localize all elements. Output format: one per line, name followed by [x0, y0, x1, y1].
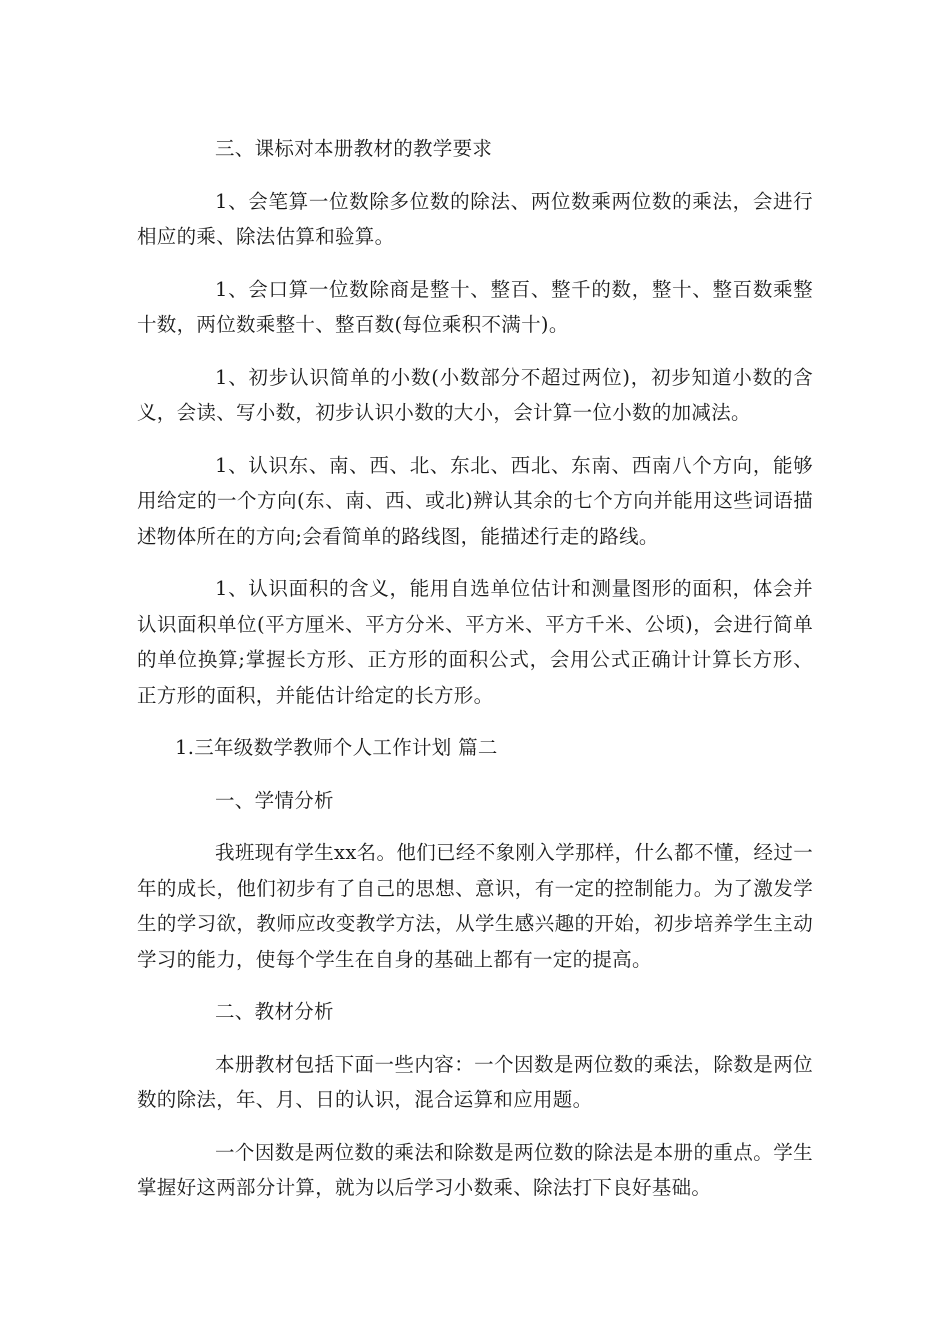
requirement-written-calc: 1、会笔算一位数除多位数的除法、两位数乘两位数的乘法，会进行相应的乘、除法估算和验算。: [137, 189, 813, 248]
requirement-area: 1、认识面积的含义，能用自选单位估计和测量图形的面积，体会并认识面积单位(平方厘米、平方分米、平方米、平方千米、公顷)，会进行简单的单位换算;掌握长方形、正方形的面积公式，会用公式正确计计算长方形、正方形的面积，并能估计给定的长方形。: [137, 577, 813, 707]
section-heading-requirements: 三、课标对本册教材的教学要求: [215, 137, 493, 160]
section-heading-textbook-analysis: 二、教材分析: [215, 1000, 334, 1023]
requirement-decimals: 1、初步认识简单的小数(小数部分不超过两位)，初步知道小数的含义，会读、写小数，初步认识小数的大小，会计算一位小数的加减法。: [137, 365, 813, 424]
requirement-oral-calc: 1、会口算一位数除商是整十、整百、整千的数，整十、整百数乘整十数，两位数乘整十、整百数(每位乘积不满十)。: [137, 277, 813, 336]
student-analysis-body: 我班现有学生xx名。他们已经不象刚入学那样，什么都不懂，经过一年的成长，他们初步有了自己的思想、意识，有一定的控制能力。为了激发学生的学习欲，教师应改变教学方法，从学生感兴趣的开始，初步培养学生主动学习的能力，使每个学生在自身的基础上都有一定的提高。: [137, 841, 813, 971]
document-body: [137, 131, 813, 1223]
textbook-focus: 一个因数是两位数的乘法和除数是两位数的除法是本册的重点。学生掌握好这两部分计算，就为以后学习小数乘、除法打下良好基础。: [137, 1140, 813, 1199]
textbook-contents: 本册教材包括下面一些内容：一个因数是两位数的乘法，除数是两位数的除法，年、月、日的认识，混合运算和应用题。: [137, 1052, 813, 1111]
requirement-directions: 1、认识东、南、西、北、东北、西北、东南、西南八个方向，能够用给定的一个方向(东、南、西、或北)辨认其余的七个方向并能用这些词语描述物体所在的方向;会看简单的路线图，能描述行走的路线。: [137, 453, 813, 548]
section-heading-student-analysis: 一、学情分析: [215, 788, 334, 812]
plan-title-part-two: 1.三年级数学教师个人工作计划 篇二: [175, 736, 498, 759]
